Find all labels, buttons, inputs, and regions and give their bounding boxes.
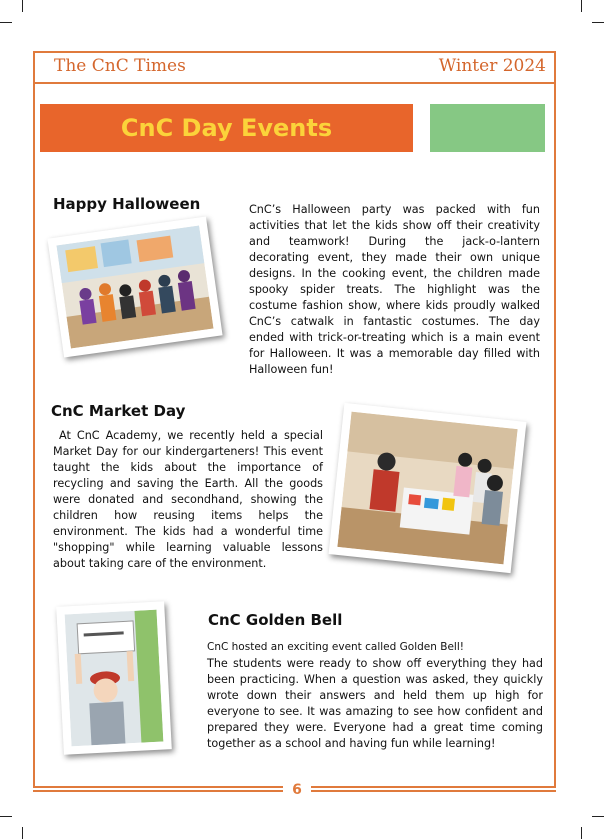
masthead-title: The CnC Times <box>54 56 186 76</box>
page-number: 6 <box>283 782 311 798</box>
crop-mark-top-left-h <box>0 22 12 23</box>
footer-rule-left <box>33 790 283 792</box>
header-rule <box>33 82 556 84</box>
golden-bell-intro: CnC hosted an exciting event called Golden Bell! <box>207 641 464 653</box>
footer-rule-right <box>311 790 556 792</box>
crop-mark-top-left-v <box>22 0 23 12</box>
market-day-photo-image <box>337 412 517 565</box>
crop-mark-bottom-right-h <box>592 816 604 817</box>
halloween-heading: Happy Halloween <box>53 195 201 213</box>
section-banner <box>40 104 413 152</box>
golden-bell-heading: CnC Golden Bell <box>208 611 343 629</box>
crop-mark-top-right-h <box>592 22 604 23</box>
crop-mark-bottom-right-v <box>581 827 582 839</box>
market-day-heading: CnC Market Day <box>51 402 186 420</box>
crop-mark-bottom-left-h <box>0 816 12 817</box>
accent-box <box>430 104 545 152</box>
golden-bell-body: The students were ready to show off everything they had been practicing. When a question was asked, they quickly wrote down their answers and held them up high for everyone to see. It was amazing to see how confident and prepared they were. Everyone had a great time coming together as a school and having fun while learning! <box>207 657 543 750</box>
halloween-body: CnC’s Halloween party was packed with fun activities that let the kids show off their creativity and teamwork! During the jack-o-lantern decorating event, they made their own unique designs. In the cooking event, the children made spooky spider treats. The highlight was the costume fashion show, where kids proudly walked CnC’s catwalk in fantastic costumes. The day ended with trick-or-treating which is a main event for Halloween. It was a memorable day filled with Halloween fun! <box>249 203 540 376</box>
masthead-date: Winter 2024 <box>438 56 546 76</box>
market-day-photo <box>329 403 527 573</box>
golden-bell-photo-image <box>65 610 164 747</box>
banner-title: CnC Day Events <box>120 114 333 142</box>
crop-mark-top-right-v <box>581 0 582 12</box>
golden-bell-photo <box>56 601 172 754</box>
market-day-body: At CnC Academy, we recently held a special Market Day for our kindergarteners! This event taught the kids about the importance of recycling and saving the Earth. All the goods were donated and secondhand, showing the children how reusing items helps the environment. The kids had a wonderful time "shopping" while learning valuable lessons about taking care of the environment. <box>53 429 323 570</box>
halloween-photo-image <box>56 225 213 348</box>
crop-mark-bottom-left-v <box>22 827 23 839</box>
halloween-photo <box>47 216 222 357</box>
